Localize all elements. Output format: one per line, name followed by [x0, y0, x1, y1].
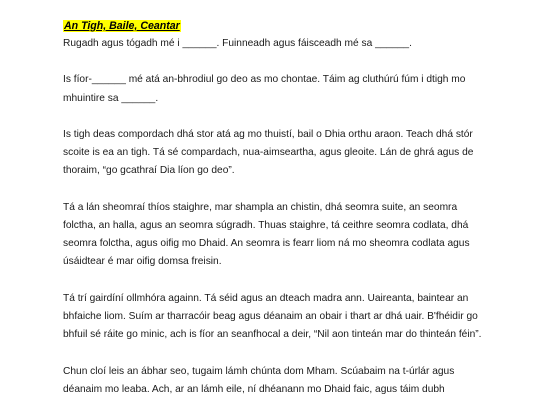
paragraph-birthplace: Rugadh agus tógadh mé i ______. Fuinneadh agus fáisceadh mé sa ______. — [63, 38, 412, 49]
document-body — [63, 17, 483, 408]
paragraph-chores: Chun cloí leis an ábhar seo, tugaim lámh chúnta dom Mham. Scúabaim na t-úrlár agus déanaim mo leaba. Ach, ar an lámh eile, ní dhéanann mo Dhaid faic, agus táim dubh — [63, 365, 455, 395]
document-title — [63, 17, 483, 35]
highlighted-title-text: An Tigh, Baile, Ceantar — [64, 20, 180, 32]
paragraph-county: Is fíor-______ mé atá an-bhrodiul go deo as mo chontae. Táim ag cluthúrú fúm i dtigh mo mhuintire sa ______. — [63, 74, 466, 104]
paragraph-house-description: Is tigh deas compordach dhá stor atá ag mo thuistí, bail o Dhia orthu araon. Teach dhá stór scoite is ea an tigh. Tá sé compardach, nua-aimseartha, agus gleoite. Lán de ghrá agus de thoraim, “go gcathraí Dia líon go deo”. — [63, 128, 474, 177]
paragraph-rooms: Tá a lán sheomraí thíos staighre, mar shampla an chistin, dhá seomra suite, an seomra folctha, an halla, agus an seomra súgradh. Thuas staighre, tá ceithre seomra codlata, dhá seomra folctha, agus oifig mo Dhaid. An seomra is fearr liom ná mo sheomra codlata agus úsáidtear é mar oifig domsa freisin. — [63, 201, 470, 268]
paragraph-gardens: Tá trí gairdíní ollmhóra againn. Tá séid agus an dteach madra ann. Uaireanta, baintear an bhfaiche liom. Suím ar tharracóir beag agus déanaim an obair i thart ar dhá uair. B'fhéidir go bhfuil sé ráite go minic, ach is fíor an seanfhocal a deir, “Nil aon tinteán mar do thinteán féin”. — [63, 292, 482, 341]
